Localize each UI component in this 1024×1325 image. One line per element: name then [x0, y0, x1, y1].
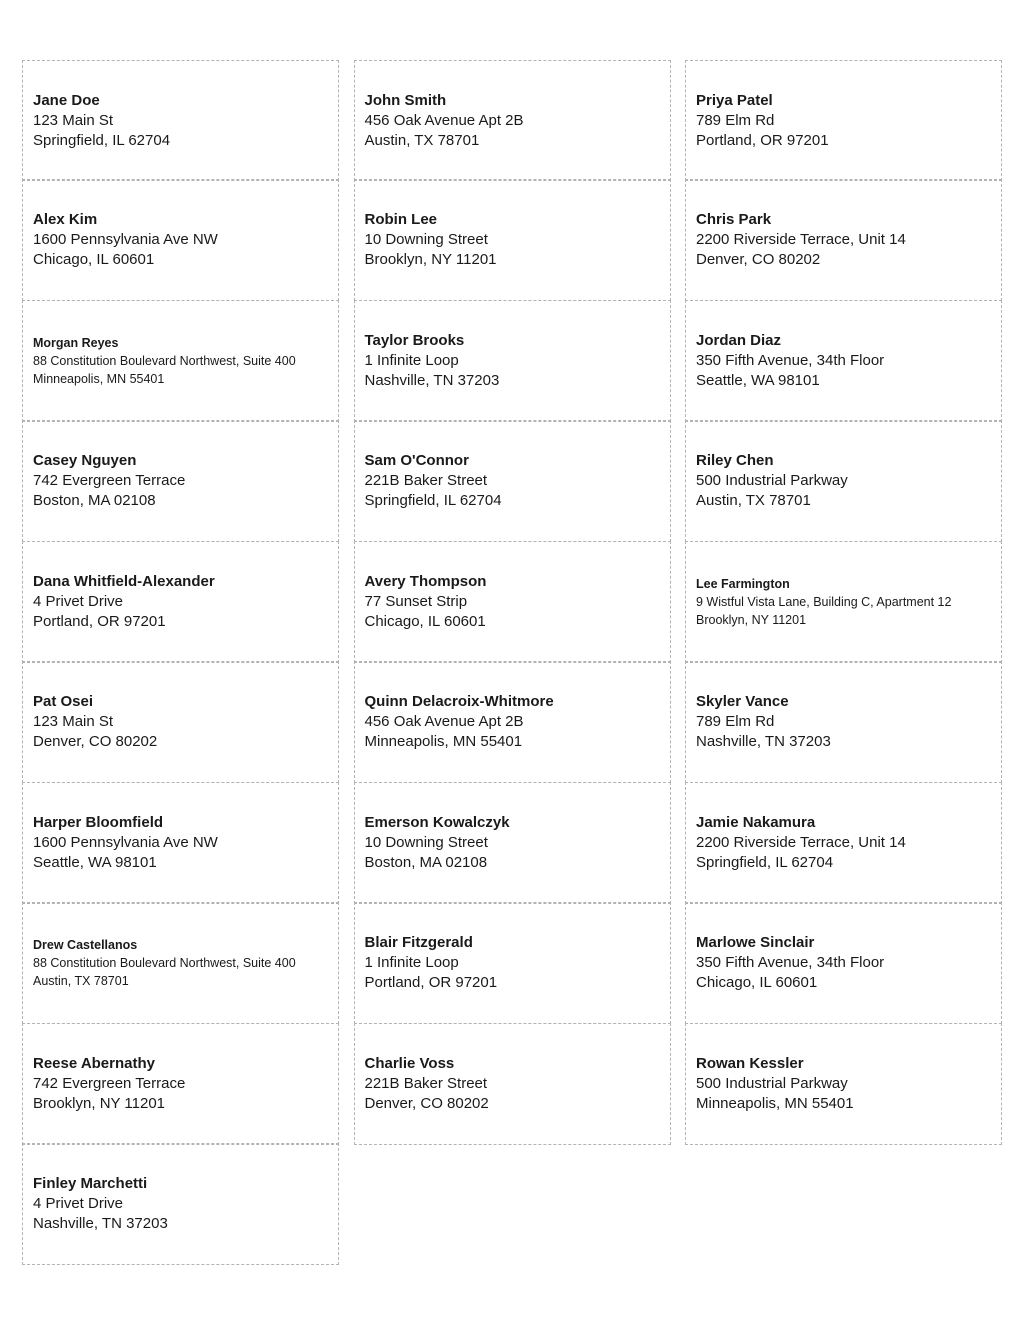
recipient-name: Finley Marchetti [33, 1175, 148, 1192]
city-state-zip: Seattle, WA 98101 [696, 371, 820, 389]
recipient-name: Harper Bloomfield [33, 813, 164, 831]
street-address: 1 Infinite Loop [364, 954, 459, 971]
city-state-zip: Chicago, IL 60601 [364, 612, 486, 630]
recipient-name: Dana Whitfield-Alexander [33, 572, 215, 590]
street-address: 500 Industrial Parkway [696, 472, 848, 489]
city-state-zip: Chicago, IL 60601 [696, 974, 818, 991]
address-label [685, 60, 1002, 181]
city-state-zip: Minneapolis, MN 55401 [33, 371, 165, 386]
street-address: 88 Constitution Boulevard Northwest, Suite 400 [33, 353, 296, 368]
address-label [685, 661, 1002, 783]
recipient-name: Drew Castellanos [33, 938, 138, 952]
street-address: 9 Wistful Vista Lane, Building C, Apartment 12 [696, 594, 952, 609]
address-label [22, 1023, 339, 1145]
street-address: 123 Main St [33, 112, 114, 129]
street-address: 2200 Riverside Terrace, Unit 14 [696, 833, 906, 851]
address-label [22, 541, 339, 663]
street-address: 2200 Riverside Terrace, Unit 14 [696, 231, 906, 248]
street-address: 10 Downing Street [364, 833, 488, 851]
address-label [22, 1143, 339, 1265]
address-label [22, 661, 339, 783]
address-label [354, 1023, 671, 1145]
address-label [22, 782, 339, 904]
recipient-name: Quinn Delacroix-Whitmore [364, 693, 554, 710]
recipient-name: Robin Lee [364, 211, 438, 228]
address-label [354, 179, 671, 301]
city-state-zip: Portland, OR 97201 [696, 132, 829, 149]
recipient-name: Jamie Nakamura [696, 813, 816, 831]
street-address: 1 Infinite Loop [364, 351, 459, 369]
address-label [22, 902, 339, 1024]
street-address: 350 Fifth Avenue, 34th Floor [696, 954, 885, 971]
city-state-zip: Austin, TX 78701 [33, 974, 129, 988]
street-address: 221B Baker Street [364, 472, 488, 489]
recipient-name: Avery Thompson [364, 572, 487, 590]
recipient-name: Riley Chen [696, 452, 774, 469]
recipient-name: Morgan Reyes [33, 335, 119, 350]
recipient-name: Pat Osei [33, 693, 94, 710]
city-state-zip: Minneapolis, MN 55401 [364, 733, 523, 750]
recipient-name: Priya Patel [696, 92, 773, 109]
address-label [685, 782, 1002, 904]
address-label [354, 60, 671, 181]
city-state-zip: Nashville, TN 37203 [364, 371, 500, 389]
city-state-zip: Boston, MA 02108 [33, 492, 156, 509]
street-address: 221B Baker Street [364, 1074, 488, 1092]
city-state-zip: Brooklyn, NY 11201 [33, 1094, 166, 1112]
city-state-zip: Seattle, WA 98101 [33, 853, 157, 871]
address-label [354, 420, 671, 542]
address-label [685, 1023, 1002, 1145]
address-label [22, 300, 339, 422]
recipient-name: John Smith [364, 92, 447, 109]
recipient-name: Chris Park [696, 211, 772, 228]
address-label [685, 300, 1002, 422]
address-label [354, 902, 671, 1024]
recipient-name: Alex Kim [33, 211, 98, 228]
recipient-name: Jane Doe [33, 92, 100, 109]
recipient-name: Rowan Kessler [696, 1054, 804, 1072]
street-address: 4 Privet Drive [33, 1195, 124, 1212]
recipient-name: Charlie Voss [364, 1054, 455, 1072]
address-label [22, 179, 339, 301]
city-state-zip: Nashville, TN 37203 [696, 733, 831, 750]
address-label [354, 782, 671, 904]
city-state-zip: Austin, TX 78701 [364, 132, 480, 149]
city-state-zip: Boston, MA 02108 [364, 853, 488, 871]
city-state-zip: Portland, OR 97201 [364, 974, 498, 991]
street-address: 1600 Pennsylvania Ave NW [33, 231, 218, 248]
city-state-zip: Brooklyn, NY 11201 [364, 251, 497, 268]
city-state-zip: Brooklyn, NY 11201 [696, 612, 807, 627]
recipient-name: Blair Fitzgerald [364, 934, 473, 951]
city-state-zip: Springfield, IL 62704 [33, 132, 171, 149]
street-address: 742 Evergreen Terrace [33, 472, 186, 489]
street-address: 742 Evergreen Terrace [33, 1074, 186, 1092]
street-address: 1600 Pennsylvania Ave NW [33, 833, 218, 851]
street-address: 123 Main St [33, 713, 114, 730]
recipient-name: Jordan Diaz [696, 331, 782, 349]
address-label [22, 420, 339, 542]
city-state-zip: Austin, TX 78701 [696, 492, 811, 509]
city-state-zip: Denver, CO 80202 [364, 1094, 489, 1112]
recipient-name: Emerson Kowalczyk [364, 813, 510, 831]
street-address: 789 Elm Rd [696, 112, 775, 129]
recipient-name: Casey Nguyen [33, 452, 137, 469]
address-label [685, 541, 1002, 663]
city-state-zip: Nashville, TN 37203 [33, 1215, 168, 1232]
recipient-name: Taylor Brooks [364, 331, 465, 349]
address-label [685, 902, 1002, 1024]
recipient-name: Sam O'Connor [364, 452, 469, 469]
street-address: 456 Oak Avenue Apt 2B [364, 112, 524, 129]
city-state-zip: Springfield, IL 62704 [364, 492, 502, 509]
street-address: 456 Oak Avenue Apt 2B [364, 713, 524, 730]
street-address: 77 Sunset Strip [364, 592, 468, 610]
address-label [354, 300, 671, 422]
street-address: 10 Downing Street [364, 231, 488, 248]
address-label [685, 420, 1002, 542]
address-label [354, 661, 671, 783]
recipient-name: Lee Farmington [696, 576, 790, 591]
city-state-zip: Denver, CO 80202 [33, 733, 158, 750]
address-label [22, 60, 339, 181]
street-address: 789 Elm Rd [696, 713, 775, 730]
street-address: 500 Industrial Parkway [696, 1074, 848, 1092]
recipient-name: Reese Abernathy [33, 1054, 155, 1072]
city-state-zip: Chicago, IL 60601 [33, 251, 155, 268]
city-state-zip: Minneapolis, MN 55401 [696, 1094, 854, 1112]
recipient-name: Marlowe Sinclair [696, 934, 815, 951]
city-state-zip: Springfield, IL 62704 [696, 853, 834, 871]
street-address: 88 Constitution Boulevard Northwest, Suite 400 [33, 956, 296, 970]
label-sheet [22, 60, 1002, 1265]
city-state-zip: Portland, OR 97201 [33, 612, 166, 630]
address-label [354, 541, 671, 663]
address-label [685, 179, 1002, 301]
street-address: 350 Fifth Avenue, 34th Floor [696, 351, 885, 369]
city-state-zip: Denver, CO 80202 [696, 251, 821, 268]
street-address: 4 Privet Drive [33, 592, 124, 610]
recipient-name: Skyler Vance [696, 693, 789, 710]
